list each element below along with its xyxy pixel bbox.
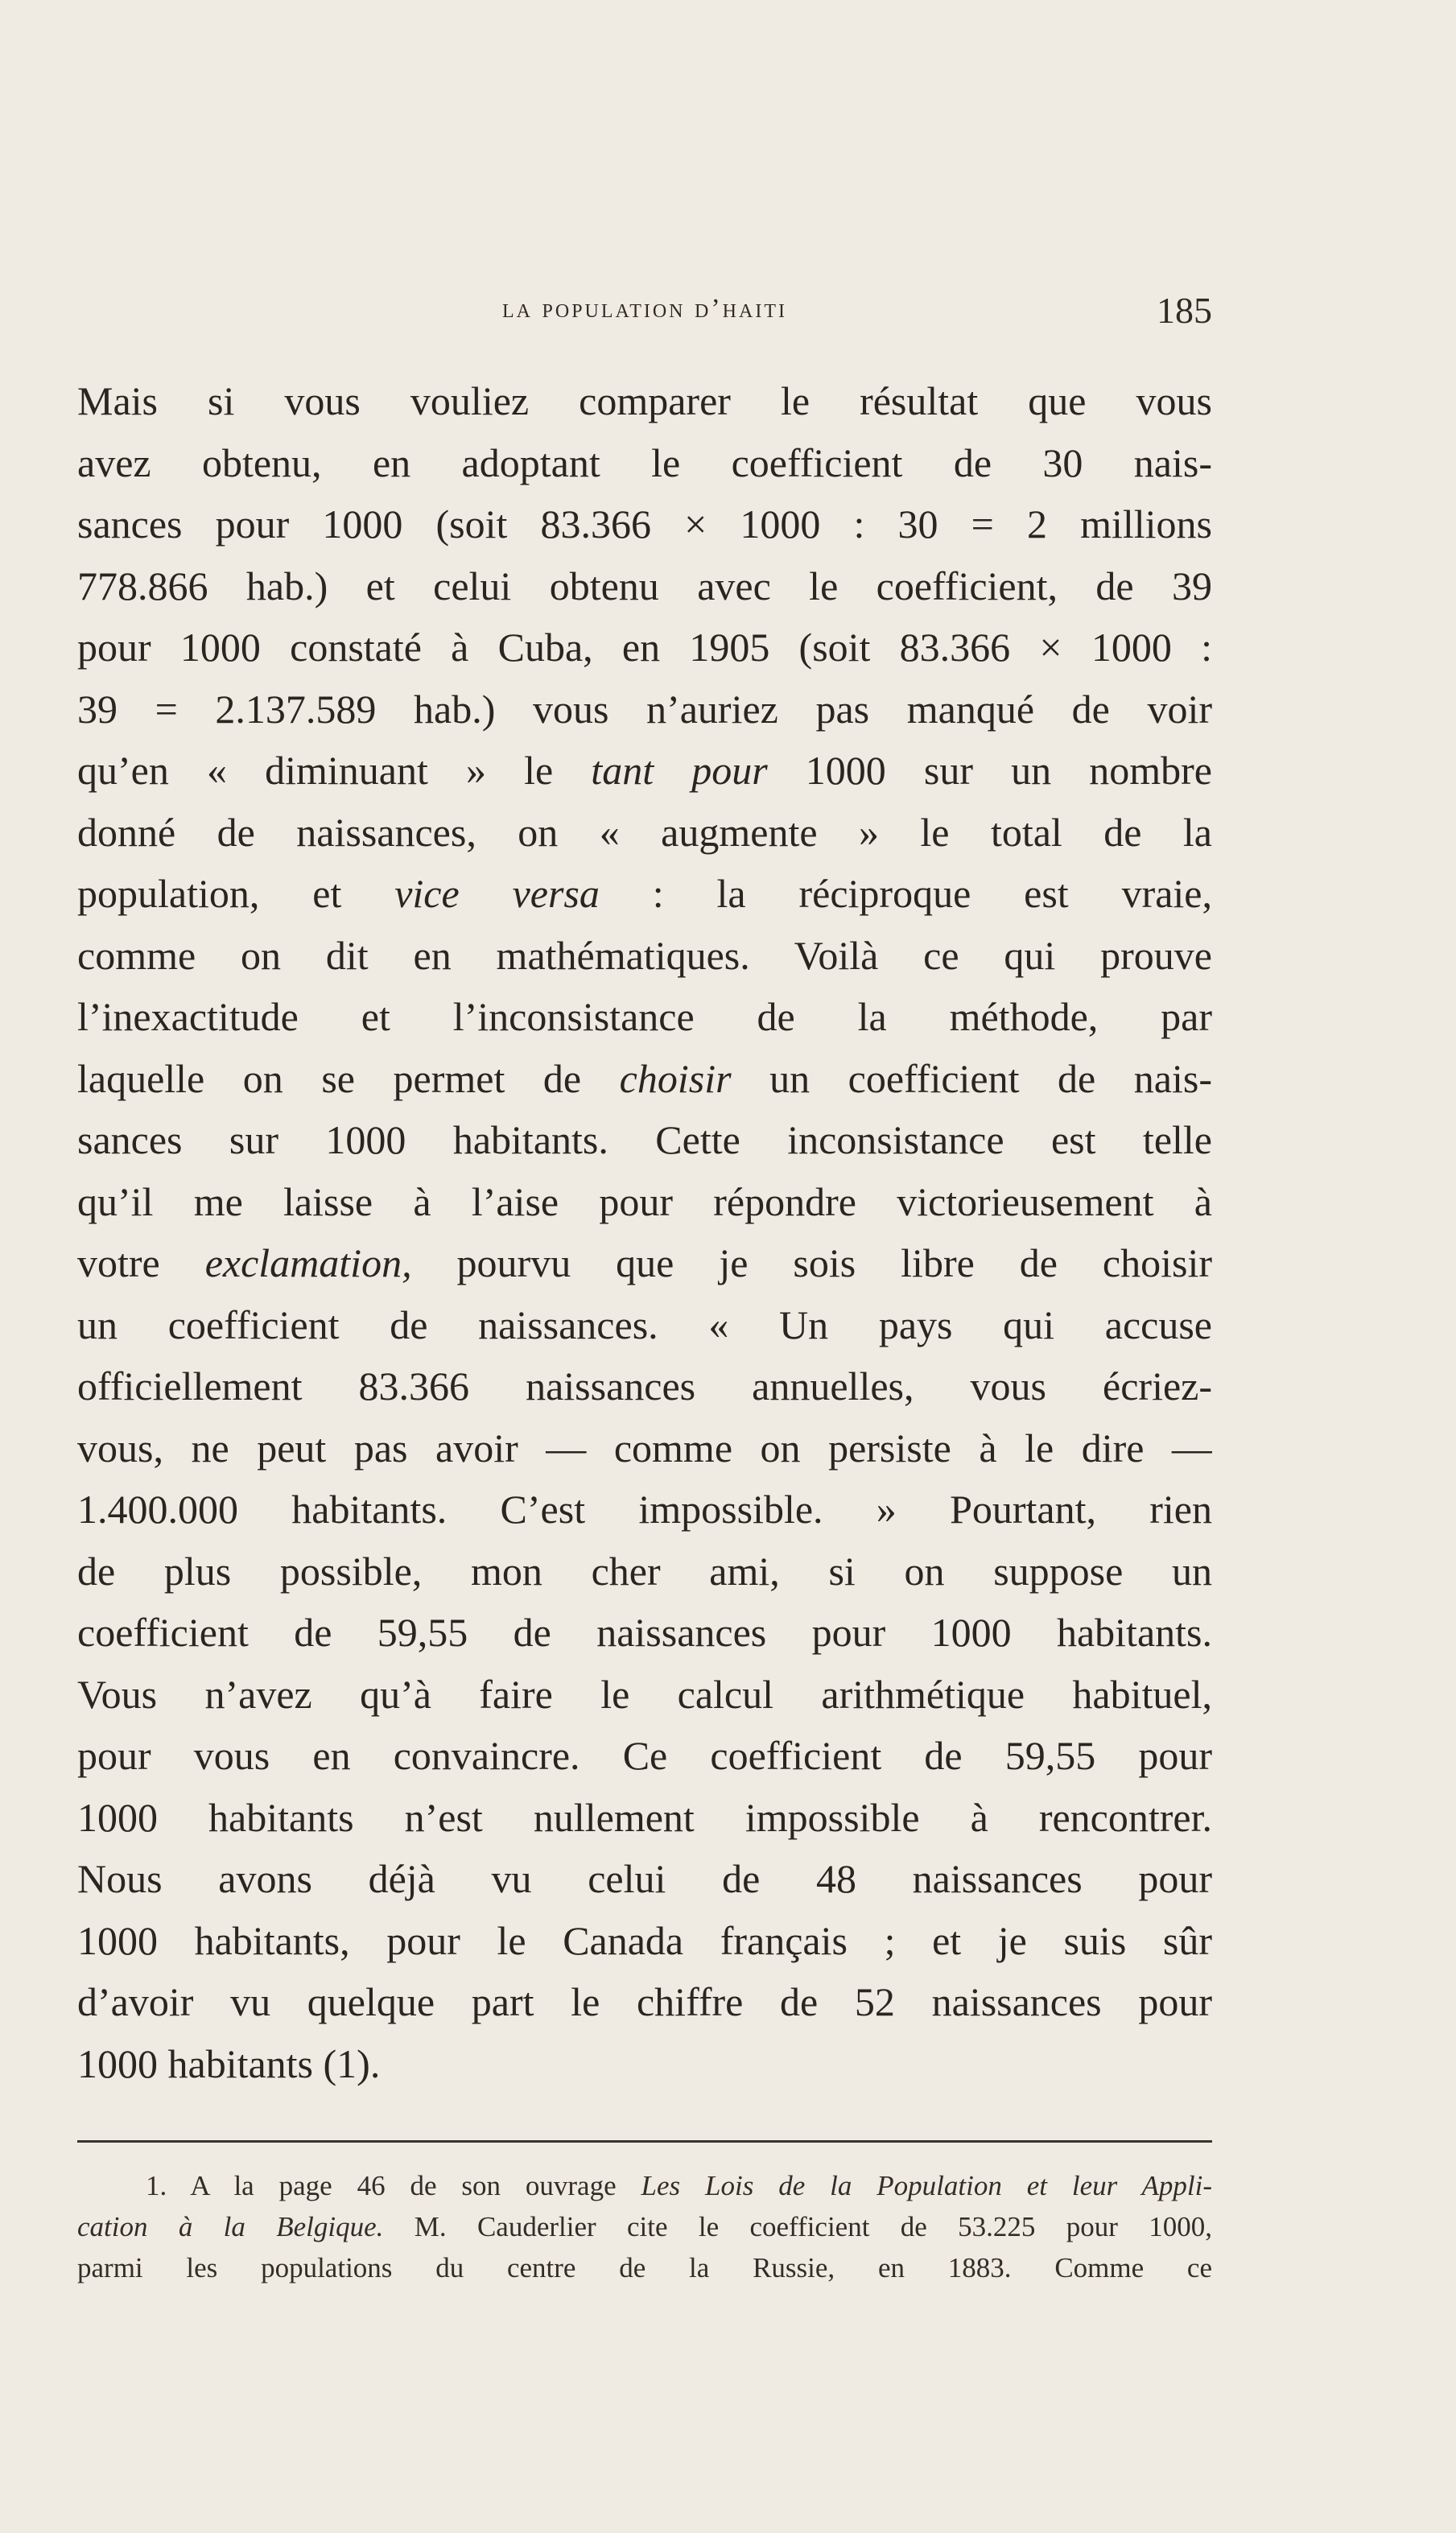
text-line [77,1048,1212,1110]
running-header [77,290,1212,342]
footnote-line: parmi les populations du centre de la Russie, en 1883. Comme ce [77,2252,1212,2283]
italic-run: tant pour [591,748,768,793]
text-run: 1. A la page 46 de son ouvrage [146,2170,641,2201]
text-line: sances sur 1000 habitants. Cette inconsistance est telle [77,1117,1212,1162]
text-run: laquelle on se permet de [77,1055,620,1101]
footnote-line [77,2165,1212,2206]
text-run: population, et [77,871,395,916]
text-line: 39 = 2.137.589 hab.) vous n’auriez pas manqué de voir [77,686,1212,732]
text-line: pour 1000 constaté à Cuba, en 1905 (soit 83.366 × 1000 : [77,625,1212,670]
text-line: Mais si vous vouliez comparer le résultat que vous [77,378,1212,423]
text-run: pourvu que je sois libre de choisir [411,1240,1212,1285]
footnote-line [77,2206,1212,2247]
text-line: Nous avons déjà vu celui de 48 naissances pour [77,1856,1212,1901]
text-line: Vous n’avez qu’à faire le calcul arithmétique habituel, [77,1671,1212,1717]
text-line [77,740,1212,802]
text-line: comme on dit en mathématiques. Voilà ce qui prouve [77,932,1212,978]
text-line [77,863,1212,925]
text-line: sances pour 1000 (soit 83.366 × 1000 : 30 = 2 millions [77,501,1212,547]
text-line [77,1232,1212,1294]
text-line: de plus possible, mon cher ami, si on suppose un [77,1548,1212,1594]
italic-run: cation à la Belgique. [77,2211,384,2242]
text-line: officiellement 83.366 naissances annuelles, vous écriez- [77,1363,1212,1409]
text-run: qu’en « diminuant » le [77,748,592,793]
footnote-rule [77,2140,1212,2143]
text-run: : la réciproque est vraie, [599,871,1212,916]
text-line: donné de naissances, on « augmente » le total de la [77,809,1212,855]
text-line: un coefficient de naissances. « Un pays qui accuse [77,1302,1212,1347]
text-line: coefficient de 59,55 de naissances pour 1000 habitants. [77,1610,1212,1655]
text-line: 1000 habitants n’est nullement impossible à rencontrer. [77,1794,1212,1840]
text-line: 778.866 hab.) et celui obtenu avec le coefficient, de 39 [77,563,1212,608]
page-number: 185 [1157,290,1212,331]
italic-run: choisir [619,1055,732,1101]
text-run: M. Cauderlier cite le coefficient de 53.225 pour 1000, [383,2211,1212,2242]
italic-run: Les Lois de la Population et leur Appli- [641,2170,1212,2201]
text-line: pour vous en convaincre. Ce coefficient de 59,55 pour [77,1733,1212,1778]
text-line: avez obtenu, en adoptant le coefficient de 30 nais- [77,439,1212,485]
body-text [77,370,1212,2094]
text-run: un coefficient de nais- [731,1055,1212,1101]
italic-run: vice versa [394,871,600,916]
footnotes [77,2165,1212,2288]
text-line: l’inexactitude et l’inconsistance de la méthode, par [77,994,1212,1039]
text-line: 1000 habitants (1). [77,2040,381,2086]
italic-run: exclamation, [204,1240,412,1285]
text-run: votre [77,1240,205,1285]
text-run: 1000 sur un nombre [767,748,1212,793]
text-line: vous, ne peut pas avoir — comme on persiste à le dire — [77,1425,1212,1471]
text-line: 1.400.000 habitants. C’est impossible. » Pourtant, rien [77,1487,1212,1532]
running-title: la population d’haiti [502,294,787,324]
text-line: d’avoir vu quelque part le chiffre de 52 naissances pour [77,1979,1212,2024]
text-line: 1000 habitants, pour le Canada français ; et je suis sûr [77,1917,1212,1963]
text-line: qu’il me laisse à l’aise pour répondre victorieusement à [77,1178,1212,1224]
